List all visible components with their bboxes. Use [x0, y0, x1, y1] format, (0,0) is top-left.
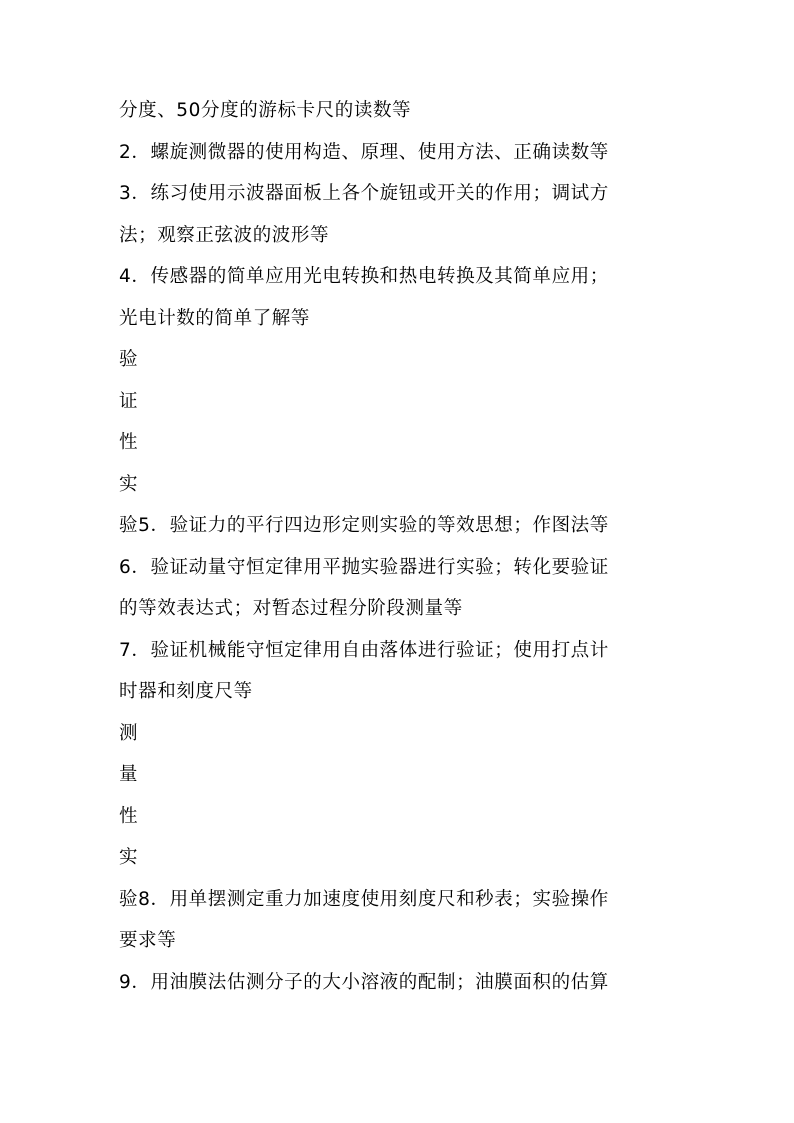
text-line: 4．传感器的简单应用光电转换和热电转换及其简单应用；	[119, 266, 609, 287]
text-line: 3．练习使用示波器面板上各个旋钮或开关的作用；调试方	[119, 183, 609, 204]
text-line: 7．验证机械能守恒定律用自由落体进行验证；使用打点计	[119, 639, 609, 661]
text-line: 法；观察正弦波的波形等	[119, 224, 330, 246]
category-char: 实	[119, 473, 139, 495]
category-char: 量	[119, 764, 139, 785]
category-char: 性	[119, 805, 139, 827]
text-line: 时器和刻度尺等	[119, 681, 253, 702]
category-char: 证	[119, 390, 139, 412]
category-char: 测	[119, 722, 139, 744]
category-char: 实	[119, 847, 139, 868]
text-line: 光电计数的简单了解等	[119, 307, 311, 329]
category-char: 验	[119, 349, 139, 370]
text-line: 验8．用单摆测定重力加速度使用刻度尺和秒表；实验操作	[119, 888, 609, 910]
document-body	[119, 90, 679, 1003]
text-line: 分度、50分度的游标卡尺的读数等	[119, 100, 412, 121]
text-line: 9．用油膜法估测分子的大小溶液的配制；油膜面积的估算	[119, 971, 609, 993]
text-line: 要求等	[119, 930, 177, 951]
category-char: 性	[119, 432, 139, 453]
text-line: 2．螺旋测微器的使用构造、原理、使用方法、正确读数等	[119, 141, 609, 163]
text-line: 的等效表达式；对暂态过程分阶段测量等	[119, 598, 463, 619]
text-line: 验5．验证力的平行四边形定则实验的等效思想；作图法等	[119, 515, 609, 536]
text-line: 6．验证动量守恒定律用平抛实验器进行实验；转化要验证	[119, 556, 609, 578]
